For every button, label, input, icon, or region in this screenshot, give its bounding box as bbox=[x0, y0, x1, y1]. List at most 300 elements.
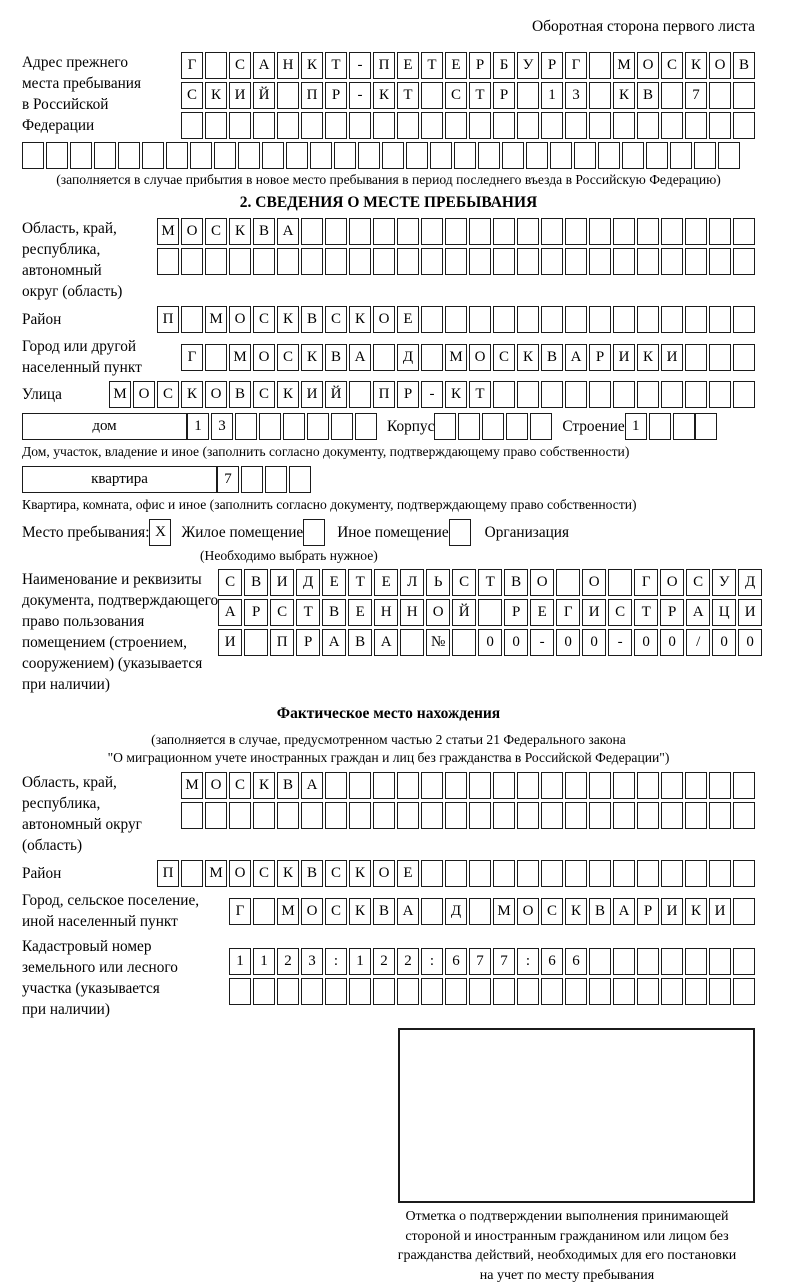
char-box bbox=[517, 218, 539, 245]
char-box bbox=[325, 802, 347, 829]
char-box bbox=[421, 978, 443, 1005]
char-box bbox=[685, 381, 707, 408]
stay-type-checkbox-residential[interactable] bbox=[149, 519, 171, 546]
stay-type-checkbox-organization[interactable] bbox=[449, 519, 471, 546]
char-box bbox=[493, 802, 515, 829]
char-box bbox=[253, 248, 275, 275]
char-box: У bbox=[712, 569, 736, 596]
char-box bbox=[469, 898, 491, 925]
label-line: республика, bbox=[22, 239, 122, 260]
char-box bbox=[550, 142, 572, 169]
char-box bbox=[541, 978, 563, 1005]
district-row[interactable] bbox=[157, 306, 755, 333]
char-box: И bbox=[270, 569, 294, 596]
char-box bbox=[421, 860, 443, 887]
char-box: С bbox=[493, 344, 515, 371]
char-box: К bbox=[637, 344, 659, 371]
actual-district-label: Район bbox=[22, 865, 61, 883]
korpus-label: Корпус bbox=[387, 418, 434, 436]
char-box bbox=[685, 218, 707, 245]
char-box bbox=[469, 802, 491, 829]
char-box bbox=[205, 248, 227, 275]
char-box: И bbox=[229, 82, 251, 109]
char-box bbox=[421, 112, 443, 139]
char-box bbox=[733, 381, 755, 408]
document-row-2[interactable] bbox=[218, 599, 762, 626]
document-row-1[interactable] bbox=[218, 569, 762, 596]
char-box bbox=[685, 248, 707, 275]
char-box: В bbox=[253, 218, 275, 245]
char-box bbox=[349, 381, 371, 408]
label-line: автономный bbox=[22, 260, 122, 281]
char-box: 0 bbox=[504, 629, 528, 656]
char-box bbox=[331, 413, 353, 440]
char-box: Р bbox=[660, 599, 684, 626]
char-box bbox=[733, 802, 755, 829]
char-box bbox=[238, 142, 260, 169]
char-box: - bbox=[530, 629, 554, 656]
actual-city-row[interactable] bbox=[229, 898, 755, 925]
char-box: С bbox=[253, 306, 275, 333]
char-box bbox=[289, 466, 311, 493]
char-box: Р bbox=[589, 344, 611, 371]
document-row-3[interactable] bbox=[218, 629, 762, 656]
char-box bbox=[253, 978, 275, 1005]
label-line: Город, сельское поселение, bbox=[22, 890, 199, 911]
label-line: право пользования bbox=[22, 611, 218, 632]
street-block bbox=[22, 381, 755, 408]
stay-type-checkbox-other[interactable] bbox=[303, 519, 325, 546]
char-box bbox=[685, 112, 707, 139]
city-label bbox=[22, 336, 142, 378]
char-box: М bbox=[445, 344, 467, 371]
char-box: Г bbox=[181, 344, 203, 371]
char-box: 1 bbox=[253, 948, 275, 975]
char-box bbox=[493, 306, 515, 333]
char-box: Б bbox=[493, 52, 515, 79]
char-box bbox=[685, 306, 707, 333]
char-box bbox=[661, 306, 683, 333]
char-box bbox=[469, 978, 491, 1005]
char-box bbox=[349, 248, 371, 275]
char-box: В bbox=[504, 569, 528, 596]
char-box: И bbox=[301, 381, 323, 408]
char-box bbox=[661, 948, 683, 975]
char-box: Т bbox=[469, 381, 491, 408]
korpus-cells[interactable] bbox=[434, 413, 552, 440]
char-box: Е bbox=[397, 52, 419, 79]
char-box bbox=[589, 306, 611, 333]
char-box bbox=[565, 306, 587, 333]
char-box: 1 bbox=[349, 948, 371, 975]
char-box bbox=[709, 218, 731, 245]
char-box: И bbox=[661, 344, 683, 371]
char-box bbox=[445, 802, 467, 829]
prev-address-row-4[interactable] bbox=[22, 142, 740, 169]
char-box bbox=[286, 142, 308, 169]
char-box bbox=[301, 978, 323, 1005]
char-box: 2 bbox=[373, 948, 395, 975]
char-box: К bbox=[373, 82, 395, 109]
char-box: С bbox=[686, 569, 710, 596]
label-line: земельного или лесного bbox=[22, 957, 178, 978]
char-box bbox=[637, 948, 659, 975]
char-box: 3 bbox=[565, 82, 587, 109]
label-line: участка (указывается bbox=[22, 978, 178, 999]
actual-region-row-2[interactable] bbox=[181, 802, 755, 829]
actual-region-row-1[interactable] bbox=[181, 772, 755, 799]
char-box bbox=[301, 112, 323, 139]
char-box: Р bbox=[541, 52, 563, 79]
char-box: М bbox=[181, 772, 203, 799]
char-box bbox=[445, 772, 467, 799]
stamp-caption-line: стороной и иностранным гражданином или лицом без bbox=[347, 1227, 787, 1247]
char-box bbox=[478, 599, 502, 626]
char-box bbox=[397, 218, 419, 245]
char-box: О bbox=[205, 772, 227, 799]
char-box: С bbox=[445, 82, 467, 109]
char-box bbox=[637, 802, 659, 829]
char-box: С bbox=[608, 599, 632, 626]
char-box bbox=[589, 248, 611, 275]
char-box: Е bbox=[322, 569, 346, 596]
label-line: Город или другой bbox=[22, 336, 142, 357]
char-box bbox=[589, 82, 611, 109]
char-box bbox=[349, 802, 371, 829]
house-row bbox=[22, 413, 755, 440]
actual-district-row[interactable] bbox=[157, 860, 755, 887]
char-box bbox=[190, 142, 212, 169]
char-box: С bbox=[181, 82, 203, 109]
char-box bbox=[445, 248, 467, 275]
char-box bbox=[325, 248, 347, 275]
char-box bbox=[244, 629, 268, 656]
char-box: Т bbox=[325, 52, 347, 79]
char-box: О bbox=[133, 381, 155, 408]
char-box bbox=[709, 248, 731, 275]
char-box: 7 bbox=[493, 948, 515, 975]
char-box bbox=[661, 772, 683, 799]
char-box bbox=[406, 142, 428, 169]
char-box: О bbox=[205, 381, 227, 408]
char-box bbox=[493, 248, 515, 275]
char-box: О bbox=[229, 860, 251, 887]
char-box bbox=[469, 860, 491, 887]
char-box bbox=[517, 381, 539, 408]
char-box bbox=[502, 142, 524, 169]
char-box bbox=[661, 978, 683, 1005]
city-row[interactable] bbox=[181, 344, 755, 371]
char-box: И bbox=[218, 629, 242, 656]
char-box: К bbox=[229, 218, 251, 245]
char-box: 1 bbox=[229, 948, 251, 975]
char-box: : bbox=[325, 948, 347, 975]
char-box bbox=[670, 142, 692, 169]
char-box bbox=[253, 112, 275, 139]
char-box: К bbox=[349, 898, 371, 925]
label-line: в Российской bbox=[22, 94, 141, 115]
char-box: О bbox=[582, 569, 606, 596]
char-box: - bbox=[349, 52, 371, 79]
char-box: 7 bbox=[469, 948, 491, 975]
char-box: С bbox=[325, 306, 347, 333]
actual-district-block bbox=[22, 860, 755, 887]
char-box bbox=[373, 218, 395, 245]
char-box: И bbox=[738, 599, 762, 626]
char-box bbox=[565, 218, 587, 245]
char-box: - bbox=[421, 381, 443, 408]
char-box: К bbox=[277, 381, 299, 408]
char-box bbox=[373, 112, 395, 139]
prev-address-row-2[interactable] bbox=[181, 82, 755, 109]
char-box: С bbox=[229, 772, 251, 799]
char-box: 6 bbox=[541, 948, 563, 975]
actual-location-title: Фактическое место нахождения bbox=[22, 705, 755, 723]
stroenie-cells[interactable] bbox=[625, 413, 695, 440]
label-line: Кадастровый номер bbox=[22, 936, 178, 957]
char-box: Д bbox=[296, 569, 320, 596]
char-box: П bbox=[157, 306, 179, 333]
char-box bbox=[637, 112, 659, 139]
label-line: республика, bbox=[22, 793, 142, 814]
stroenie-extra-cell[interactable] bbox=[695, 413, 717, 440]
char-box bbox=[709, 860, 731, 887]
char-box: А bbox=[686, 599, 710, 626]
char-box: Е bbox=[397, 306, 419, 333]
char-box bbox=[685, 344, 707, 371]
actual-location-note-1: (заполняется в случае, предусмотренном частью 2 статьи 21 Федерального закона bbox=[22, 731, 755, 749]
char-box: Т bbox=[296, 599, 320, 626]
char-box: В bbox=[229, 381, 251, 408]
char-box bbox=[349, 772, 371, 799]
char-box: П bbox=[301, 82, 323, 109]
char-box bbox=[733, 82, 755, 109]
street-label: Улица bbox=[22, 386, 62, 404]
char-box bbox=[661, 82, 683, 109]
char-box bbox=[400, 629, 424, 656]
label-line: населенный пункт bbox=[22, 357, 142, 378]
char-box bbox=[421, 82, 443, 109]
char-box bbox=[565, 802, 587, 829]
char-box: О bbox=[301, 898, 323, 925]
char-box bbox=[253, 898, 275, 925]
region-block bbox=[22, 218, 755, 302]
char-box: П bbox=[157, 860, 179, 887]
char-box bbox=[310, 142, 332, 169]
char-box bbox=[541, 218, 563, 245]
label-line: Область, край, bbox=[22, 772, 142, 793]
char-box bbox=[685, 948, 707, 975]
char-box: О bbox=[517, 898, 539, 925]
char-box bbox=[565, 112, 587, 139]
char-box bbox=[229, 248, 251, 275]
char-box: Й bbox=[325, 381, 347, 408]
region-row-1[interactable] bbox=[157, 218, 755, 245]
char-box: К bbox=[517, 344, 539, 371]
char-box bbox=[421, 898, 443, 925]
char-box: А bbox=[565, 344, 587, 371]
char-box: А bbox=[218, 599, 242, 626]
char-box bbox=[157, 248, 179, 275]
char-box bbox=[637, 381, 659, 408]
char-box bbox=[373, 772, 395, 799]
char-box: К bbox=[565, 898, 587, 925]
char-box bbox=[661, 860, 683, 887]
char-box bbox=[733, 306, 755, 333]
char-box: Т bbox=[634, 599, 658, 626]
char-box bbox=[622, 142, 644, 169]
char-box: Р bbox=[325, 82, 347, 109]
char-box bbox=[349, 218, 371, 245]
char-box: О bbox=[530, 569, 554, 596]
char-box bbox=[589, 802, 611, 829]
char-box: № bbox=[426, 629, 450, 656]
char-box: С bbox=[253, 381, 275, 408]
label-line: сооружением) (указывается bbox=[22, 653, 218, 674]
char-box bbox=[649, 413, 671, 440]
char-box: С bbox=[661, 52, 683, 79]
char-box: К bbox=[685, 898, 707, 925]
char-box: : bbox=[517, 948, 539, 975]
char-box: Й bbox=[253, 82, 275, 109]
char-box bbox=[355, 413, 377, 440]
char-box bbox=[482, 413, 504, 440]
char-box bbox=[452, 629, 476, 656]
prev-address-block bbox=[22, 52, 755, 139]
char-box: / bbox=[686, 629, 710, 656]
char-box bbox=[493, 978, 515, 1005]
char-box bbox=[397, 112, 419, 139]
char-box bbox=[637, 978, 659, 1005]
char-box: А bbox=[397, 898, 419, 925]
char-box: А bbox=[301, 772, 323, 799]
char-box bbox=[613, 948, 635, 975]
prev-address-row-1[interactable] bbox=[181, 52, 755, 79]
cadastre-label bbox=[22, 936, 178, 1020]
char-box bbox=[214, 142, 236, 169]
char-box bbox=[373, 344, 395, 371]
char-box bbox=[709, 82, 731, 109]
char-box bbox=[733, 948, 755, 975]
char-box bbox=[661, 248, 683, 275]
prev-address-row-3[interactable] bbox=[181, 112, 755, 139]
char-box: К bbox=[253, 772, 275, 799]
char-box bbox=[517, 978, 539, 1005]
char-box bbox=[373, 802, 395, 829]
char-box bbox=[733, 772, 755, 799]
char-box bbox=[181, 306, 203, 333]
char-box: Н bbox=[400, 599, 424, 626]
char-box: 6 bbox=[565, 948, 587, 975]
char-box bbox=[181, 112, 203, 139]
char-box: Е bbox=[374, 569, 398, 596]
char-box bbox=[685, 802, 707, 829]
char-box: 0 bbox=[556, 629, 580, 656]
char-box bbox=[526, 142, 548, 169]
char-box bbox=[454, 142, 476, 169]
char-box: Г bbox=[556, 599, 580, 626]
apartment-row bbox=[22, 466, 755, 493]
char-box bbox=[517, 860, 539, 887]
char-box bbox=[685, 772, 707, 799]
stay-type-label: Место пребывания: bbox=[22, 524, 149, 542]
char-box: К bbox=[301, 52, 323, 79]
apartment-note: Квартира, комната, офис и иное (заполнить согласно документу, подтверждающему право собственности) bbox=[22, 496, 755, 514]
char-box bbox=[349, 978, 371, 1005]
char-box: - bbox=[608, 629, 632, 656]
char-box bbox=[709, 112, 731, 139]
char-box bbox=[589, 381, 611, 408]
char-box: Н bbox=[277, 52, 299, 79]
char-box: В bbox=[637, 82, 659, 109]
char-box: Р bbox=[469, 52, 491, 79]
char-box bbox=[589, 948, 611, 975]
char-box: Т bbox=[469, 82, 491, 109]
char-box bbox=[277, 802, 299, 829]
char-box bbox=[530, 413, 552, 440]
cadastre-row-1[interactable] bbox=[229, 948, 755, 975]
char-box: С bbox=[229, 52, 251, 79]
house-number-cells[interactable] bbox=[187, 413, 377, 440]
region-row-2[interactable] bbox=[157, 248, 755, 275]
char-box: К bbox=[277, 306, 299, 333]
char-box bbox=[673, 413, 695, 440]
apartment-cells[interactable] bbox=[217, 466, 311, 493]
char-box: Р bbox=[504, 599, 528, 626]
char-box: М bbox=[493, 898, 515, 925]
document-label bbox=[22, 569, 218, 695]
char-box: К bbox=[445, 381, 467, 408]
char-box: К bbox=[277, 860, 299, 887]
char-box: П bbox=[373, 52, 395, 79]
char-box bbox=[421, 802, 443, 829]
char-box bbox=[46, 142, 68, 169]
char-box: X bbox=[149, 519, 171, 546]
char-box bbox=[661, 218, 683, 245]
char-box bbox=[661, 112, 683, 139]
char-box: О bbox=[253, 344, 275, 371]
char-box: И bbox=[709, 898, 731, 925]
char-box bbox=[613, 306, 635, 333]
stay-type-option-label: Организация bbox=[485, 524, 569, 542]
char-box: - bbox=[349, 82, 371, 109]
char-box bbox=[430, 142, 452, 169]
char-box bbox=[421, 248, 443, 275]
char-box bbox=[458, 413, 480, 440]
label-line: автономный округ bbox=[22, 814, 142, 835]
char-box: М bbox=[205, 306, 227, 333]
char-box: Е bbox=[348, 599, 372, 626]
cadastre-row-2[interactable] bbox=[229, 978, 755, 1005]
stroenie-label: Строение bbox=[562, 418, 624, 436]
char-box: Р bbox=[244, 599, 268, 626]
char-box bbox=[373, 978, 395, 1005]
char-box: О bbox=[181, 218, 203, 245]
char-box: Р bbox=[637, 898, 659, 925]
char-box bbox=[118, 142, 140, 169]
char-box: Д bbox=[397, 344, 419, 371]
char-box: М bbox=[229, 344, 251, 371]
char-box bbox=[589, 218, 611, 245]
char-box bbox=[637, 860, 659, 887]
char-box bbox=[733, 978, 755, 1005]
char-box: А bbox=[322, 629, 346, 656]
char-box bbox=[517, 82, 539, 109]
char-box bbox=[709, 802, 731, 829]
street-row[interactable] bbox=[109, 381, 755, 408]
char-box bbox=[493, 218, 515, 245]
char-box: А bbox=[374, 629, 398, 656]
